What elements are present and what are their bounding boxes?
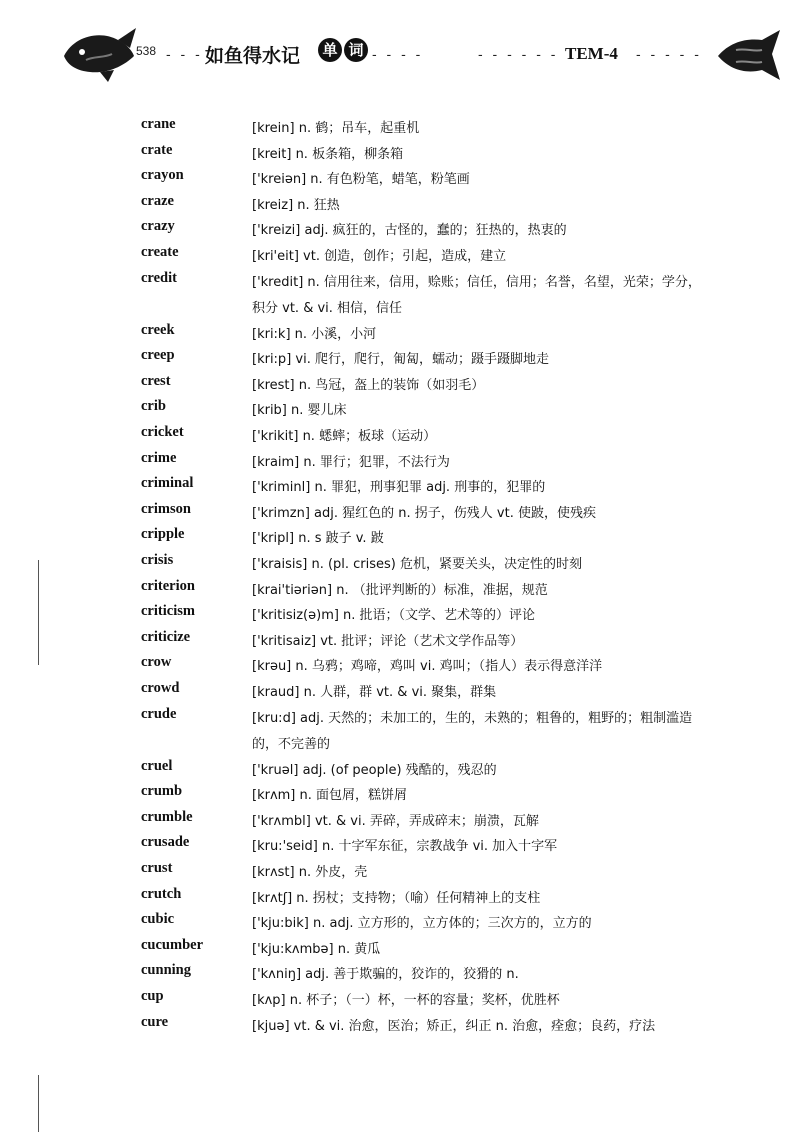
definition: [krəu] n. 乌鸦；鸡啼，鸡叫 vi. 鸡叫；（指人）表示得意洋洋 [252,659,603,674]
headword: creep [141,347,175,363]
headword: crime [141,450,177,466]
header-rule: - - - - - [636,46,702,62]
definition: [krʌtʃ] n. 拐杖；支持物；（喻）任何精神上的支柱 [252,891,541,906]
header-rule: - - - - - - [478,46,559,62]
headword: credit [141,270,177,286]
title-badge: 单 [318,38,342,62]
headword: crusade [141,834,190,850]
headword: crisis [141,552,174,568]
definition: ['kju:bik] n. adj. 立方形的，立方体的；三次方的，立方的 [252,916,592,931]
definition: ['kritisiz(ə)m] n. 批语；（文学、艺术等的）评论 [252,608,536,623]
definition: ['kju:kʌmbə] n. 黄瓜 [252,942,381,957]
headword: cunning [141,962,191,978]
headword: cucumber [141,937,204,953]
headword: cripple [141,526,185,542]
definition: [kjuə] vt. & vi. 治愈，医治；矫正，纠正 n. 治愈，痊愈；良药，疗法 [252,1019,656,1034]
book-title: 如鱼得水记 [205,45,301,67]
definition: ['kripl] n. s 跛子 v. 跛 [252,531,384,546]
definition: [kru:'seid] n. 十字军东征，宗教战争 vi. 加入十字军 [252,839,558,854]
definition: [krʌm] n. 面包屑，糕饼屑 [252,788,408,803]
headword: crust [141,860,173,876]
definition: ['kʌniŋ] adj. 善于欺骗的，狡诈的，狡猾的 n. [252,967,519,982]
definition: [krai'tiəriən] n. （批评判断的）标准，准据，规范 [252,583,548,598]
headword: cricket [141,424,184,440]
definition: ['kreiən] n. 有色粉笔，蜡笔，粉笔画 [252,172,470,187]
headword: cure [141,1014,169,1030]
headword: crutch [141,886,182,902]
definition: [krest] n. 鸟冠，盔上的装饰（如羽毛） [252,378,485,393]
definition: ['krimzn] adj. 猩红色的 n. 拐子，伤残人 vt. 使跛，使残疾 [252,506,596,521]
definition: [krib] n. 婴儿床 [252,403,347,418]
definition: [kreiz] n. 狂热 [252,198,340,213]
headword: crumb [141,783,183,799]
definition: [kʌp] n. 杯子；（一）杯，一杯的容量；奖杯，优胜杯 [252,993,560,1008]
headword: criminal [141,475,194,491]
headword: crate [141,142,173,158]
headword: cubic [141,911,175,927]
definition: [krein] n. 鹤；吊车，起重机 [252,121,420,136]
definition: ['kreizi] adj. 疯狂的，古怪的，蠢的；狂热的，热衷的 [252,223,567,238]
headword: crow [141,654,172,670]
definition: ['kraisis] n. (pl. crises) 危机，紧要关头，决定性的时刻 [252,557,583,572]
headword: crazy [141,218,175,234]
headword: craze [141,193,174,209]
headword: crumble [141,809,193,825]
exam-tag: TEM-4 [565,44,618,63]
headword: crowd [141,680,180,696]
headword: crude [141,706,177,722]
definition: ['kriminl] n. 罪犯，刑事犯罪 adj. 刑事的，犯罪的 [252,480,546,495]
definition: [kreit] n. 板条箱，柳条箱 [252,147,404,162]
header-rule: - - - - [372,46,424,62]
definition: [krʌst] n. 外皮，壳 [252,865,368,880]
header-rule: - - - [166,46,203,62]
definition: ['krʌmbl] vt. & vi. 弄碎，弄成碎末；崩溃，瓦解 [252,814,539,829]
definition: [kru:d] adj. 天然的；未加工的，生的，未熟的；粗鲁的，粗野的；粗制滥造的，不完善的 [252,711,693,752]
headword: create [141,244,179,260]
definition: [kraud] n. 人群，群 vt. & vi. 聚集，群集 [252,685,497,700]
headword: crest [141,373,171,389]
headword: creek [141,322,175,338]
definition: [kraim] n. 罪行；犯罪，不法行为 [252,455,450,470]
headword: criticize [141,629,191,645]
headword: cruel [141,758,173,774]
definition: ['kruəl] adj. (of people) 残酷的，残忍的 [252,763,497,778]
title-badge: 词 [344,38,368,62]
definition: [kri'eit] vt. 创造，创作；引起，造成，建立 [252,249,507,264]
headword: criticism [141,603,195,619]
headword: crane [141,116,176,132]
headword: crimson [141,501,191,517]
definition: ['krikit] n. 蟋蟀；板球（运动） [252,429,437,444]
headword: crayon [141,167,184,183]
headword: crib [141,398,166,414]
headword: criterion [141,578,195,594]
page-number: 538 [136,44,157,58]
definition: ['kritisaiz] vt. 批评；评论（艺术文学作品等） [252,634,524,649]
definition: ['kredit] n. 信用往来，信用，赊账；信任，信用；名誉，名望，光荣；学分，积分 vt. & vi. 相信，信任 [252,275,701,316]
definition: [kri:p] vi. 爬行，爬行，匍匐，蠕动；蹑手蹑脚地走 [252,352,549,367]
definition: [kri:k] n. 小溪，小河 [252,327,377,342]
headword: cup [141,988,164,1004]
